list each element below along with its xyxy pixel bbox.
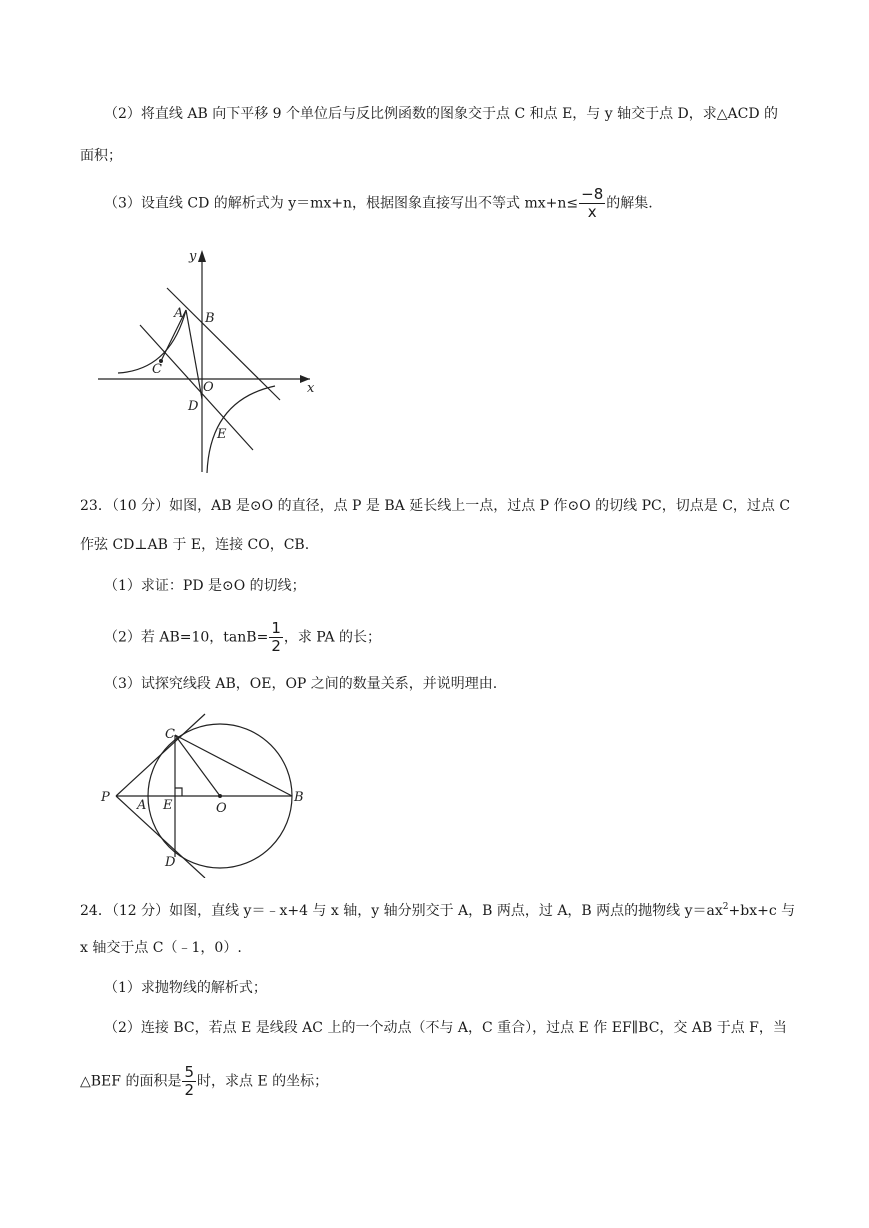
q22-part3-fraction (579, 186, 605, 221)
label-e: E (163, 798, 173, 813)
q24-stem-line1-a: 24．（12 分）如图，直线 y＝﹣x+4 与 x 轴，y 轴分别交于 A，B 两点，过 A，B 两点的抛物线 y＝ax (80, 903, 723, 919)
q24-stem-line2: x 轴交于点 C（﹣1，0）. (80, 940, 242, 956)
q24-exponent: 2 (722, 902, 729, 912)
q22-part3-prefix: （3）设直线 CD 的解析式为 y＝mx+n，根据图象直接写出不等式 mx+n≤ (104, 195, 579, 212)
q24-part2-line1: （2）连接 BC，若点 E 是线段 AC 上的一个动点（不与 A，C 重合），过点 E 作 EF∥BC，交 AB 于点 F，当 (104, 1020, 787, 1036)
q24-part2-fraction (182, 1064, 196, 1099)
tangent-pd (116, 796, 205, 878)
q24-frac-denominator: 2 (184, 1081, 194, 1099)
label-a: A (174, 306, 184, 321)
q23-frac-denominator: 2 (271, 637, 281, 655)
right-angle-mark (175, 788, 182, 796)
label-c: C (165, 727, 175, 742)
q24-part2-prefix: △BEF 的面积是 (80, 1073, 182, 1090)
label-o: O (203, 380, 214, 395)
q22-part3-suffix: 的解集. (606, 195, 653, 212)
label-a: A (137, 798, 147, 813)
q22-frac-denominator: x (587, 203, 597, 221)
q23-part1: （1）求证：PD 是⊙O 的切线； (104, 578, 306, 594)
segment-co (175, 735, 220, 796)
q24-part2-line2 (80, 1064, 328, 1099)
q23-part2-prefix: （2）若 AB=10，tanB= (104, 629, 269, 646)
q23-frac-numerator: 1 (271, 619, 281, 637)
label-b: B (294, 790, 304, 805)
q24-frac-numerator: 5 (184, 1063, 194, 1081)
line-ab (167, 288, 280, 400)
q23-part2-suffix: ，求 PA 的长； (283, 629, 382, 646)
label-c: C (152, 362, 162, 377)
tangent-pc (116, 714, 205, 796)
label-d: D (165, 855, 176, 870)
label-p: P (101, 790, 110, 805)
q23-stem-line2: 作弦 CD⊥AB 于 E，连接 CO，CB. (80, 537, 310, 553)
label-o: O (216, 801, 227, 816)
q22-part2-line2: 面积； (80, 148, 122, 164)
label-e: E (217, 427, 227, 442)
y-axis-arrow (198, 250, 206, 262)
segment-ad (186, 310, 202, 399)
q23-part2-fraction (269, 620, 283, 655)
line-cd (140, 325, 253, 450)
q22-part2-line1: （2）将直线 AB 向下平移 9 个单位后与反比例函数的图象交于点 C 和点 E，与 y 轴交于点 D，求△ACD 的 (104, 106, 779, 122)
center-o (218, 794, 222, 798)
label-x: x (307, 381, 315, 396)
q23-stem-line1: 23．（10 分）如图，AB 是⊙O 的直径，点 P 是 BA 延长线上一点，过点 P 作⊙O 的切线 PC，切点是 C，过点 C (80, 498, 791, 514)
q23-figure (95, 708, 325, 878)
q24-stem-line1 (80, 897, 795, 921)
q24-part1: （1）求抛物线的解析式； (104, 980, 267, 996)
label-b: B (205, 311, 215, 326)
q24-stem-line1-b: +bx+c 与 (728, 903, 796, 919)
q22-frac-numerator: −8 (581, 185, 604, 203)
segment-cb (175, 735, 292, 796)
q22-part3 (104, 186, 653, 221)
label-d: D (188, 399, 199, 414)
q24-part2-suffix: 时，求点 E 的坐标； (197, 1073, 329, 1090)
q23-part2 (104, 620, 381, 655)
label-y: y (189, 249, 197, 264)
q22-figure (90, 240, 330, 480)
q23-part3: （3）试探究线段 AB，OE，OP 之间的数量关系，并说明理由. (104, 676, 498, 692)
